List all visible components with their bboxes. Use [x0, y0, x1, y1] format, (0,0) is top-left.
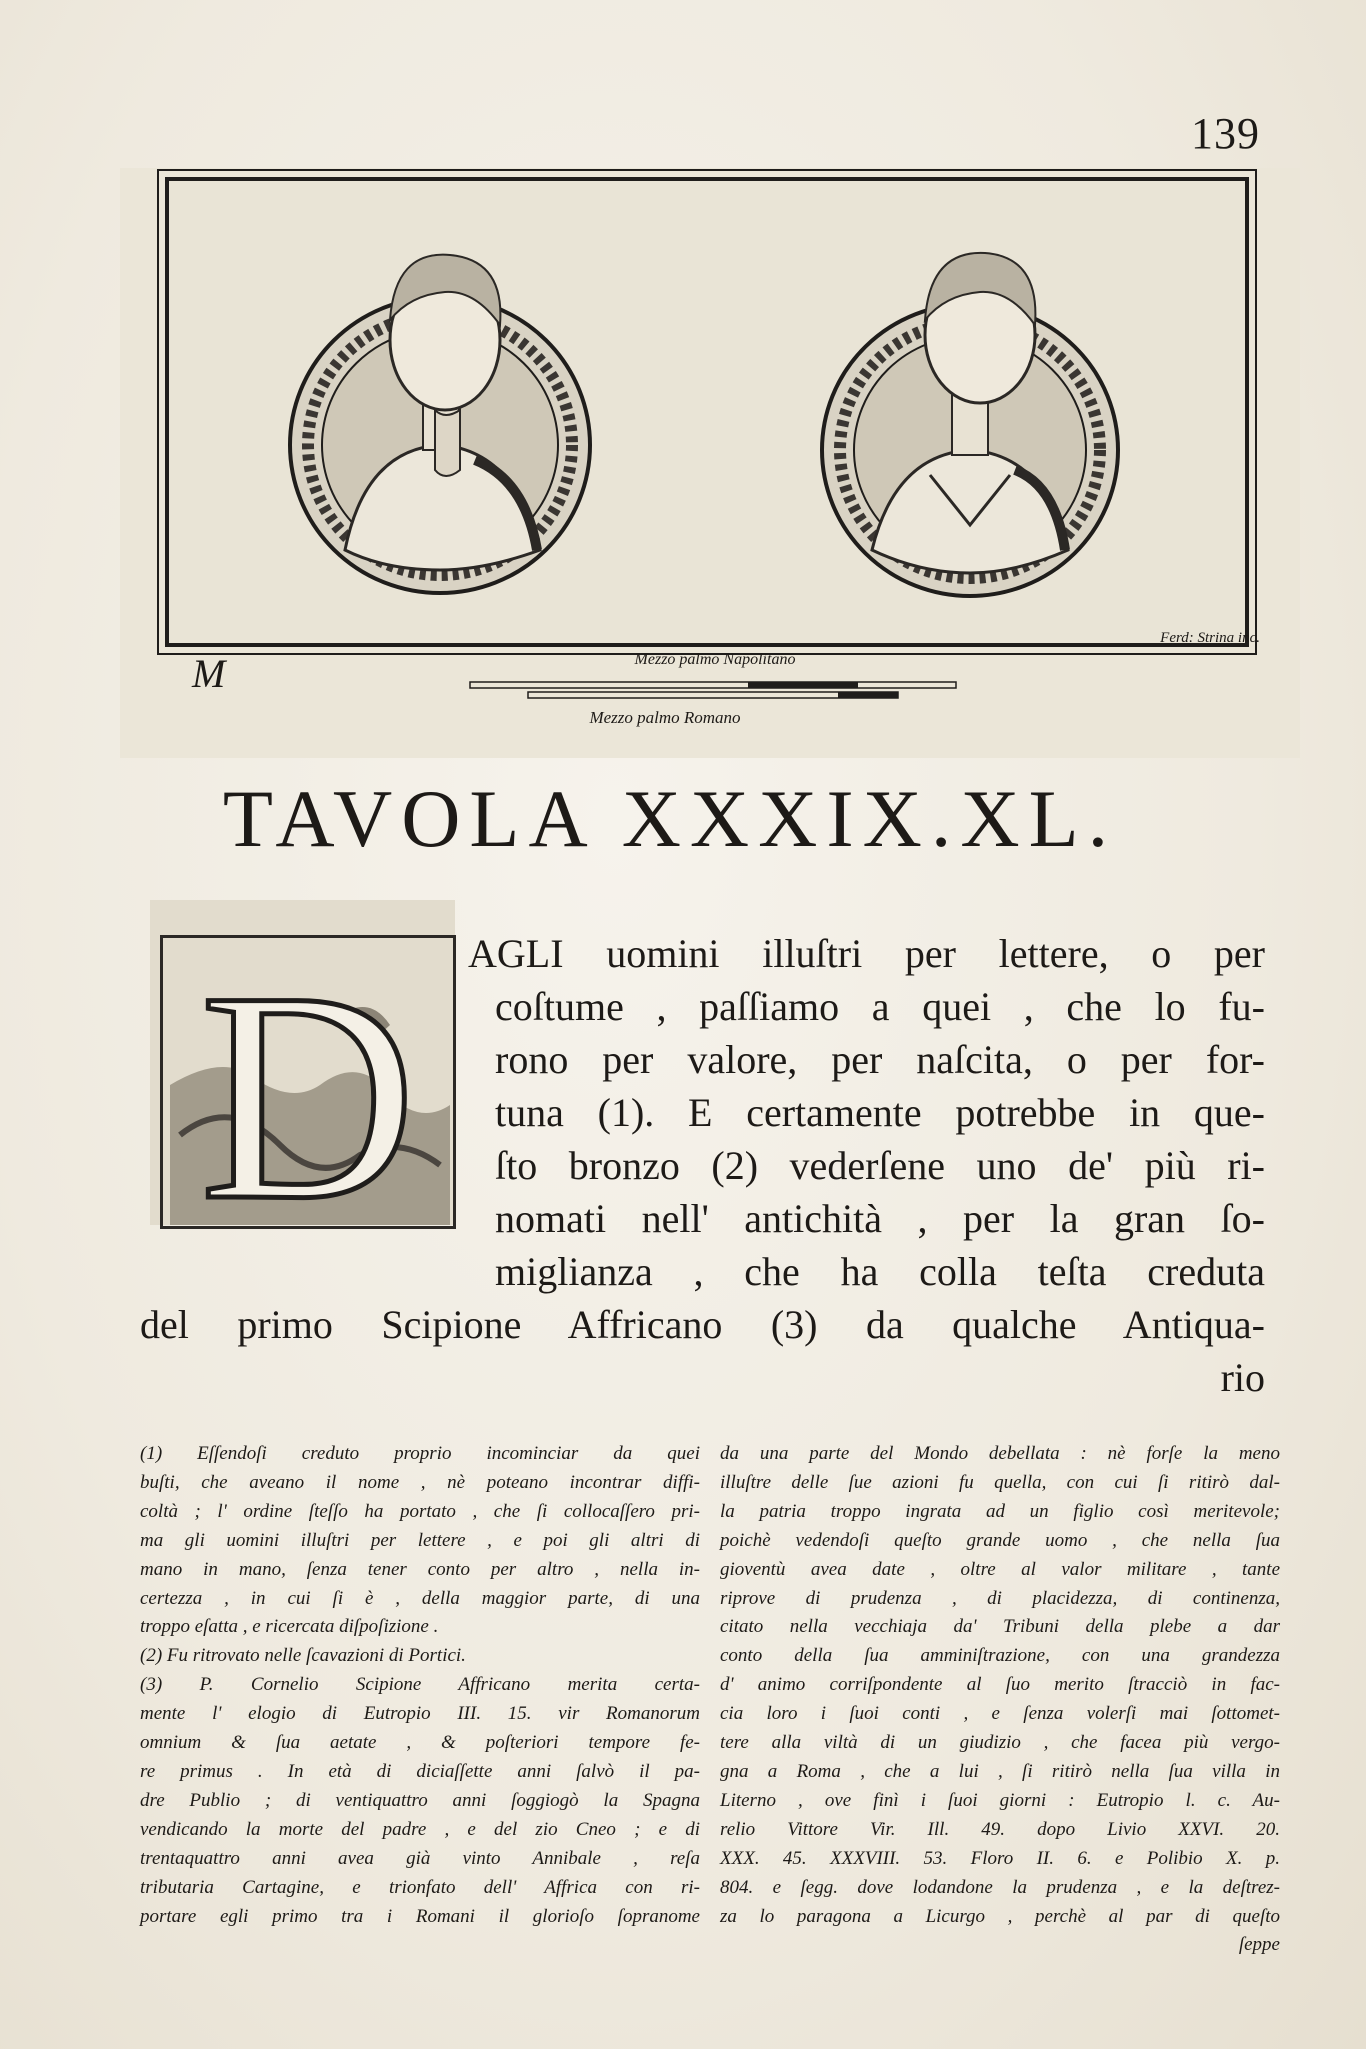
body-line-1: AGLI uomini illuſtri per lettere, o per	[468, 931, 1265, 976]
plate-title: TAVOLA XXXIX.XL.	[222, 773, 1118, 864]
body-line-9: rio	[1220, 1355, 1265, 1400]
note-line: buſti, che aveano il nome , nè poteano incontrar diffi-	[140, 1471, 700, 1493]
note-line: za lo paragona a Licurgo , perchè al par di queſto	[720, 1905, 1280, 1927]
note-line: omnium & ſua aetate , & poſteriori tempore fe-	[140, 1732, 700, 1754]
note-line: coltà ; l' ordine ſteſſo ha portato , che ſi collocaſſero pri-	[140, 1500, 700, 1522]
note-line: XXX. 45. XXXVIII. 53. Floro II. 6. e Polibio X. p.	[720, 1847, 1280, 1869]
body-line-2: coſtume , paſſiamo a quei , che lo fu-	[495, 984, 1265, 1029]
right-medallion-portrait	[810, 235, 1130, 610]
drop-cap-letter: D	[199, 935, 417, 1229]
note-line: da una parte del Mondo debellata : nè forſe la meno	[720, 1443, 1280, 1464]
note-line: (3) P. Cornelio Scipione Affricano merita certa-	[140, 1674, 700, 1696]
note-line: trentaquattro anni avea già vinto Annibale , reſa	[140, 1847, 700, 1869]
drop-cap-illustration	[160, 935, 456, 1229]
body-line-7: miglianza , che ha colla teſta creduta	[495, 1249, 1265, 1294]
body-line-5: ſto bronzo (2) vederſene uno de' più ri-	[495, 1143, 1265, 1188]
note-line: portare egli primo tra i Romani il glorioſo ſopranome	[140, 1905, 700, 1927]
note-line: mano in mano, ſenza tener conto per altro , nella in-	[140, 1558, 700, 1580]
note-line: tributaria Cartagine, e trionfato dell' Affrica con ri-	[140, 1876, 700, 1898]
note-line: 804. e ſegg. dove lodandone la prudenza , e la deſtrez-	[720, 1876, 1280, 1898]
catchword: ſeppe	[1238, 1934, 1280, 1956]
note-line: ma gli uomini illuſtri per lettere , e poi gli altri di	[140, 1529, 700, 1551]
note-line: vendicando la morte del padre , e del zio Cneo ; e di	[140, 1818, 700, 1840]
scale-label-romano: Mezzo palmo Romano	[589, 708, 741, 727]
engraver-monogram: M	[192, 651, 226, 696]
note-line: dre Publio ; di ventiquattro anni ſoggiogò la Spagna	[140, 1789, 700, 1811]
body-line-4: tuna (1). E certamente potrebbe in que-	[495, 1090, 1265, 1135]
note-line: la patria troppo ingrata ad un figlio così meritevole;	[720, 1500, 1280, 1522]
note-line: tere alla viltà di un giudizio , che facea più vergo-	[720, 1732, 1280, 1754]
body-line-3: rono per valore, per naſcita, o per for-	[495, 1037, 1265, 1082]
scale-label-napolitano: Mezzo palmo Napolitano	[634, 651, 796, 668]
note-line: certezza , in cui ſi è , della maggior parte, di una	[140, 1587, 700, 1609]
note-line: relio Vittore Vir. Ill. 49. dopo Livio XXVI. 20.	[720, 1818, 1280, 1840]
notes-left-column	[140, 1440, 700, 1931]
body-line-8: del primo Scipione Affricano (3) da qualche Antiqua-	[140, 1302, 1265, 1347]
left-medallion-portrait	[275, 220, 605, 610]
note-line: gna a Roma , che a lui , ſi ritirò nella ſua villa in	[720, 1760, 1280, 1782]
engraver-signature: Ferd: Strina inc.	[1160, 630, 1260, 646]
note-line: conto della ſua amminiſtrazione, con una grandezza	[720, 1645, 1280, 1667]
note-line: troppo eſatta , e ricercata diſpoſizione .	[140, 1616, 439, 1638]
note-line: Literno , ove finì i ſuoi giorni : Eutropio l. c. Au-	[720, 1789, 1280, 1811]
note-line: (1) Eſſendoſi creduto proprio incominciar da quei	[140, 1443, 700, 1464]
body-line-6: nomati nell' antichità , per la gran ſo-	[495, 1196, 1265, 1241]
scale-bar	[468, 678, 958, 702]
note-line: cia loro i ſuoi conti , e ſenza volerſi mai ſottomet-	[720, 1703, 1280, 1725]
note-line: poichè vedendoſi queſto grande uomo , che nella ſua	[720, 1529, 1280, 1551]
note-line: illuſtre delle ſue azioni fu quella, con cui ſi ritirò dal-	[720, 1471, 1280, 1493]
note-line: gioventù avea date , oltre al valor militare , tante	[720, 1558, 1280, 1580]
note-line: riprove di prudenza , di placidezza, di continenza,	[720, 1587, 1280, 1609]
note-line: (2) Fu ritrovato nelle ſcavazioni di Portici.	[140, 1645, 466, 1667]
notes-right-column	[720, 1440, 1280, 1960]
note-line: citato nella vecchiaja da' Tribuni della plebe a dar	[720, 1616, 1280, 1638]
note-line: d' animo corriſpondente al ſuo merito ſtracciò in fac-	[720, 1674, 1280, 1696]
page-number: 139	[1191, 109, 1260, 158]
note-line: re primus . In età di diciaſſette anni ſalvò il pa-	[140, 1760, 700, 1782]
note-line: mente l' elogio di Eutropio III. 15. vir Romanorum	[140, 1703, 700, 1725]
